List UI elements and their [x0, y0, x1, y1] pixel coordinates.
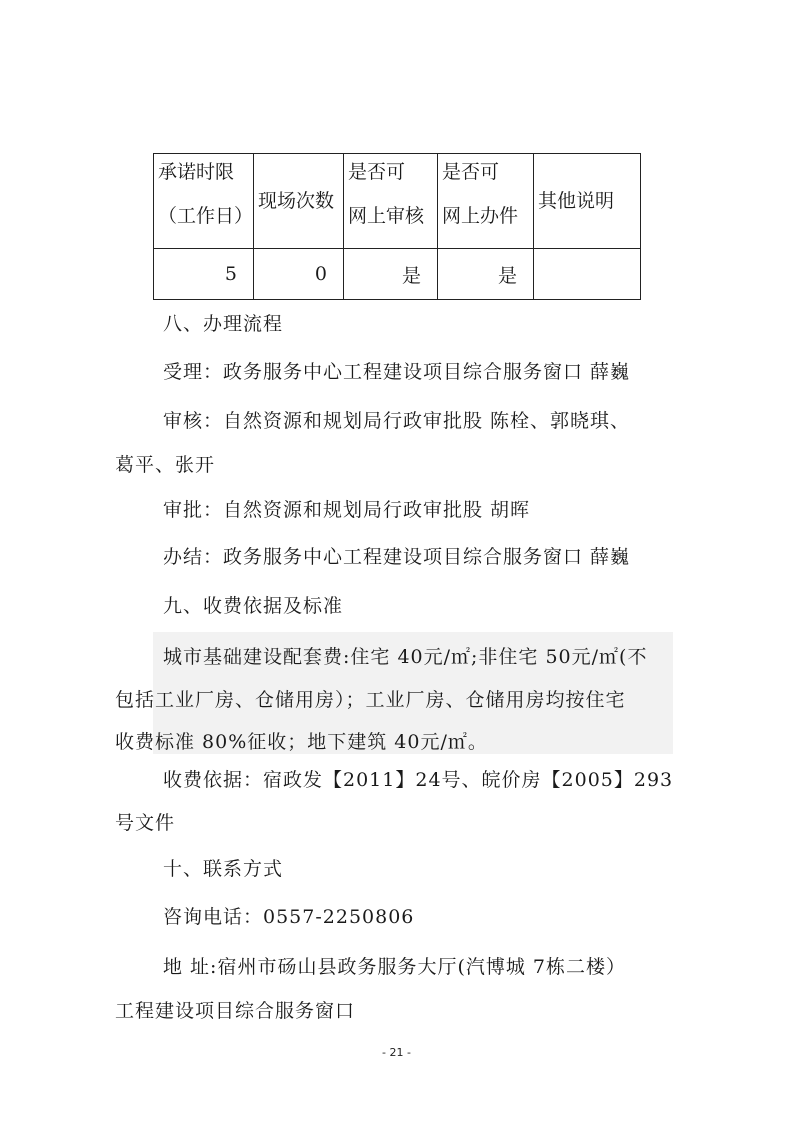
table-header-row [154, 154, 641, 249]
value-cell-other-notes [534, 249, 641, 300]
fee-standard-line-2: 包括工业厂房、仓储用房）；工业厂房、仓储用房均按住宅 [115, 689, 626, 711]
header-cell-visits: 现场次数 [254, 154, 344, 249]
value-cell-online-handling: 是 [438, 249, 534, 300]
header-cell-other-notes: 其他说明 [534, 154, 641, 249]
value-cell-visits: 0 [254, 249, 344, 300]
process-accept: 受理：政务服务中心工程建设项目综合服务窗口 薛巍 [163, 361, 631, 383]
section-9-title: 九、收费依据及标准 [163, 595, 344, 617]
value-cell-time-limit: 5 [154, 249, 254, 300]
contact-address-line-2: 工程建设项目综合服务窗口 [115, 1000, 356, 1022]
process-approve: 审批：自然资源和规划局行政审批股 胡晖 [163, 499, 531, 521]
contact-address-line-1: 地 址:宿州市砀山县政务服务大厅(汽博城 7栋二楼） [163, 956, 626, 978]
header-cell-online-review: 是否可 网上审核 [344, 154, 438, 249]
value-cell-online-review: 是 [344, 249, 438, 300]
contact-phone: 咨询电话：0557-2250806 [163, 906, 415, 928]
fee-basis-line-2: 号文件 [115, 812, 176, 834]
section-10-title: 十、联系方式 [163, 858, 284, 880]
service-info-table [153, 153, 641, 300]
table-row [154, 249, 641, 300]
process-review-line-2: 葛平、张开 [115, 454, 216, 476]
process-review-line-1: 审核：自然资源和规划局行政审批股 陈栓、郭晓琪、 [163, 410, 631, 432]
fee-standard-line-3: 收费标准 80%征收；地下建筑 40元/㎡。 [115, 731, 488, 753]
fee-basis-line-1: 收费依据：宿政发【2011】24号、皖价房【2005】293 [163, 769, 674, 791]
header-cell-time-limit: 承诺时限 （工作日） [154, 154, 254, 249]
header-cell-online-handling: 是否可 网上办件 [438, 154, 534, 249]
fee-standard-line-1: 城市基础建设配套费:住宅 40元/㎡;非住宅 50元/㎡(不 [163, 646, 648, 668]
page-number: - 21 - [382, 1046, 411, 1059]
section-8-title: 八、办理流程 [163, 313, 284, 335]
process-complete: 办结：政务服务中心工程建设项目综合服务窗口 薛巍 [163, 546, 631, 568]
